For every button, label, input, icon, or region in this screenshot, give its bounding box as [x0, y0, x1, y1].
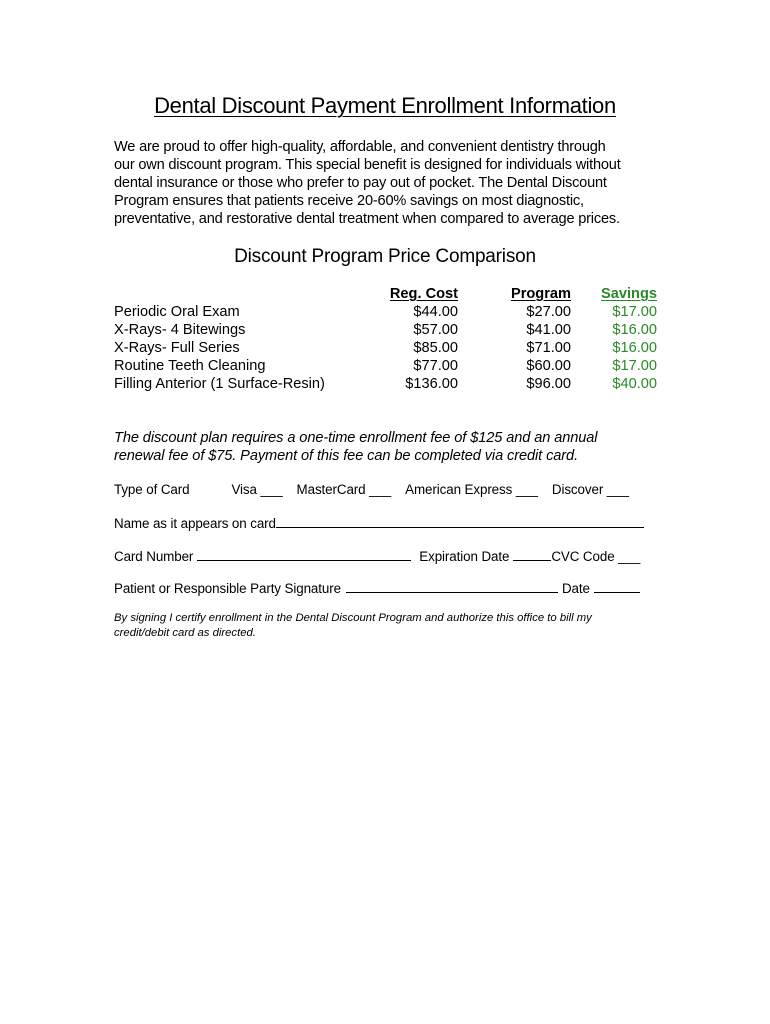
program-price: $96.00	[526, 376, 571, 392]
service-name: Routine Teeth Cleaning	[114, 358, 266, 374]
certification-line: By signing I certify enrollment in the Dental Discount Program and authorize this office to bill my	[114, 612, 592, 624]
table-row	[114, 303, 659, 321]
service-name: Filling Anterior (1 Surface-Resin)	[114, 376, 325, 392]
mastercard-option[interactable]: MasterCard ___	[296, 482, 392, 497]
american-express-option[interactable]: American Express ___	[405, 482, 538, 497]
card-number-row	[114, 548, 640, 564]
discover-option[interactable]: Discover ___	[551, 482, 629, 497]
fee-note-line: renewal fee of $75. Payment of this fee can be completed via credit card.	[114, 448, 579, 464]
table-row	[114, 375, 659, 393]
name-on-card-field[interactable]	[276, 515, 644, 528]
savings-amount: $16.00	[612, 340, 657, 356]
savings-amount: $16.00	[612, 322, 657, 338]
intro-line: preventative, and restorative dental treatment when compared to average prices.	[114, 211, 620, 227]
savings-amount: $17.00	[612, 304, 657, 320]
program-price: $27.00	[526, 304, 571, 320]
certification-line: credit/debit card as directed.	[114, 627, 256, 639]
date-field[interactable]	[594, 580, 640, 593]
savings-amount: $17.00	[612, 358, 657, 374]
program-price: $60.00	[526, 358, 571, 374]
header-program: Program	[510, 286, 571, 302]
service-name: X-Rays- Full Series	[114, 340, 240, 356]
reg-cost: $77.00	[413, 358, 458, 374]
page-title: Dental Discount Payment Enrollment Information	[154, 93, 616, 118]
card-type-row	[114, 482, 629, 497]
program-price: $71.00	[526, 340, 571, 356]
certification-statement	[114, 611, 674, 641]
card-number-field[interactable]	[197, 548, 411, 561]
reg-cost: $44.00	[413, 304, 458, 320]
date-label: Date	[561, 581, 590, 596]
price-comparison-table	[114, 285, 659, 393]
signature-row	[114, 580, 640, 596]
reg-cost: $57.00	[413, 322, 458, 338]
header-reg-cost: Reg. Cost	[389, 286, 458, 302]
signature-field[interactable]	[346, 580, 558, 593]
reg-cost: $85.00	[413, 340, 458, 356]
expiration-date-field[interactable]	[513, 548, 551, 561]
intro-paragraph	[114, 138, 664, 228]
intro-line: We are proud to offer high-quality, affordable, and convenient dentistry through	[114, 139, 606, 155]
name-on-card-label: Name as it appears on card	[114, 516, 276, 531]
program-price: $41.00	[526, 322, 571, 338]
service-name: Periodic Oral Exam	[114, 304, 240, 320]
visa-option[interactable]: Visa ___	[231, 482, 283, 497]
name-on-card-row	[114, 515, 644, 531]
table-header-row	[114, 285, 659, 303]
fee-note-line: The discount plan requires a one-time enrollment fee of $125 and an annual	[114, 430, 598, 446]
expiration-date-label: Expiration Date	[419, 549, 510, 564]
intro-line: dental insurance or those who prefer to pay out of pocket. The Dental Discount	[114, 175, 607, 191]
table-row	[114, 357, 659, 375]
header-savings: Savings	[601, 286, 657, 302]
reg-cost: $136.00	[405, 376, 458, 392]
intro-line: our own discount program. This special benefit is designed for individuals without	[114, 157, 621, 173]
intro-line: Program ensures that patients receive 20-60% savings on most diagnostic,	[114, 193, 584, 209]
card-number-label: Card Number	[114, 549, 194, 564]
cvc-code-label[interactable]: CVC Code ___	[551, 549, 641, 564]
service-name: X-Rays- 4 Bitewings	[114, 322, 246, 338]
enrollment-fee-note	[114, 429, 664, 465]
card-type-label: Type of Card	[114, 482, 190, 497]
savings-amount: $40.00	[612, 376, 657, 392]
signature-label: Patient or Responsible Party Signature	[114, 581, 341, 596]
comparison-title: Discount Program Price Comparison	[234, 246, 536, 267]
table-row	[114, 321, 659, 339]
table-row	[114, 339, 659, 357]
